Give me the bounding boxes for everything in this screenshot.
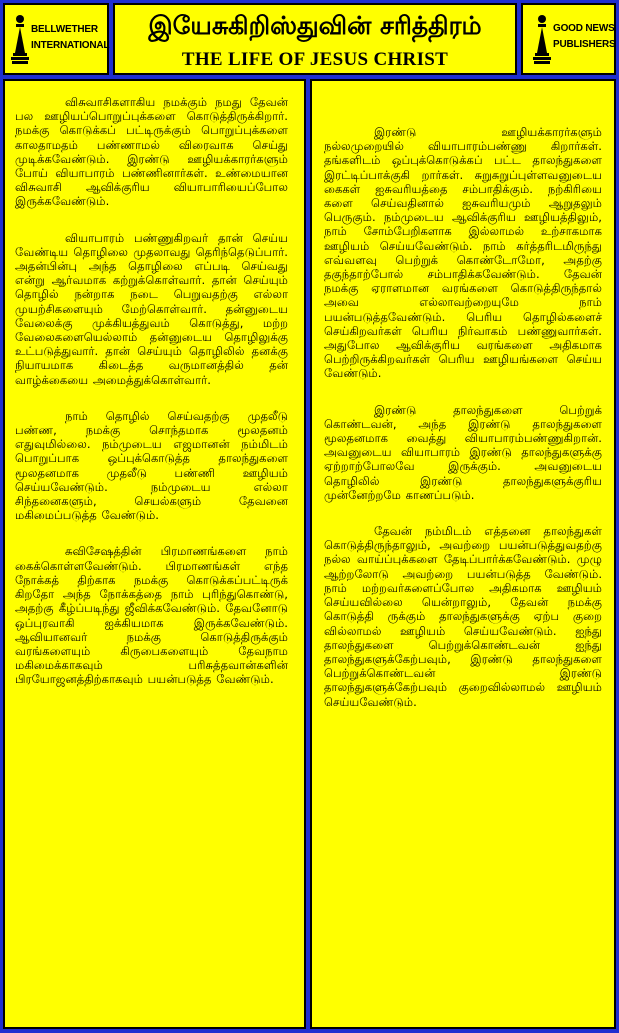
logo-line-1: GOOD NEWS: [553, 23, 615, 34]
logo-line-1: BELLWETHER: [31, 24, 98, 35]
page-title-english: THE LIFE OF JESUS CHRIST: [181, 49, 449, 70]
good-news-publishers-logo: [521, 3, 616, 75]
paragraph: இரண்டு ஊழியக்காரர்களும் நல்லமுறையில் வியாபாரம்பண்ணு கிறார்கள். தங்களிடம் ஒப்புக்கொடுக்கப் பட்ட தாலந்துகளை இரட்டிப்பாக்குகி றார்கள். சுறுசுறுப்புள்ளவனுடைய கைகள் ஐசுவரியத்தை சம்பாதிக்கும். நற்கிரியை களை செய்வதினால் ஐசுவரியமும் ஆறுதலும் பெருகும். நம்முடைய ஆவிக்குரிய ஊழியத்திலும், நாம் சோம்பேறிகளாக இல்லாமல் உற்சாகமாக ஊழியம் செய்யவேண்டும். நாம் கர்த்தரிடமிருந்து எவ்வளவு பெற்றுக் கொண்டோமோ, அதற்கு தகுந்தாற்போல் சம்பாதிக்கவேண்டும். தேவன் நமக்கு ஏராளமான வரங்களை கொடுத்திருந்தால் அவை எல்லாவற்றையுமே நாம் பயன்படுத்தவேண்டும். பெரிய தொழில்களைச் செய்கிறவர்கள் பெரிய நிர்வாகம் பண்ணுவார்கள். அதுபோல ஆவிக்குரிய வரங்களை அதிகமாக பெற்றிருக்கிறவர்கள் பெரிய ஊழியங்களை செய்ய வேண்டும்.: [324, 125, 602, 381]
title-banner: [113, 3, 517, 75]
right-column: [310, 79, 616, 1029]
bellwether-logo: [3, 3, 109, 75]
paragraph: சுவிசேஷத்தின் பிரமாணங்களை நாம் கைக்கொள்ளவேண்டும். பிரமாணங்கள் எந்த நோக்கத் திற்காக நமக்கு கொடுக்கப்பட்டிருக் கிறதோ அந்த நோக்கத்தை நாம் புரிந்துகொண்டு, அதற்கு கீழ்ப்படிந்து ஜீவிக்கவேண்டும். தேவனோடு ஒப்புரவாகி ஐக்கியமாக இருக்கவேண்டும். ஆவியானவர் நமக்கு கொடுத்திருக்கும் வரங்களையும் கிருபைகளையும் தேவநாம மகிமைக்காகவும் பரிசுத்தவான்களின் பிரயோஜனத்திற்காகவும் பயன்படுத்த வேண்டும்.: [15, 544, 288, 687]
paragraph: நாம் தொழில் செய்வதற்கு முதலீடு பண்ண, நமக்கு சொந்தமாக மூலதனம் எதுவுமில்லை. நம்முடைய எஜமானன் நம்மிடம் பொறுப்பாக ஒப்புக்கொடுத்த தாலந்துகளை மூலதனமாக முதலீடு பண்ணி ஊழியம் செய்யவேண்டும். நம்முடைய எல்லா சிந்தனைகளும், செயல்களும் தேவனை மகிமைப்படுத்த வேண்டும்.: [15, 408, 288, 523]
paragraph: தேவன் நம்மிடம் எத்தனை தாலந்துகள் கொடுத்திருந்தாலும், அவற்றை பயன்படுத்துவதற்கு நல்ல வாய்ப்புக்களை தேடிப்பார்க்கவேண்டும். முழு ஆற்றலோடு அவற்றை பயன்படுத்த வேண்டும். நாம் மற்றவர்களைப்போல அதிகமாக ஊழியம் செய்யவில்லை யென்றாலும், தேவன் நமக்கு கொடுத்தி ருக்கும் தாலந்துகளுக்கு ஏற்ப குறை வில்லாமல் ஊழியம் செய்யவேண்டும். ஐந்து தாலந்துகளை பெற்றுக்கொண்டவன் ஐந்து தாலந்துகளுக்கேற்பவும், இரண்டு தாலந்துகளை பெற்றுக்கொண்டவன் இரண்டு தாலந்துகளுக்கேற்பவும் குறைவில்லாமல் ஊழியம் செய்யவேண்டும்.: [324, 524, 602, 709]
page-title-tamil: இயேசுகிறிஸ்துவின் சரித்திரம்: [148, 11, 482, 40]
paragraph: இரண்டு தாலந்துகளை பெற்றுக் கொண்டவன், அந்த இரண்டு தாலந்துகளை மூலதனமாக வைத்து வியாபாரம்பண்ணுகிறான். அவனுடைய வியாபாரம் இரண்டு தாலந்துகளுக்கு ஏற்றாற்போலவே இருக்கும். அவனுடைய தொழிலில் இரண்டு தாலந்துகளுக்குரிய முன்னேற்றமே காணப்படும்.: [324, 402, 602, 502]
logo-line-2: INTERNATIONAL: [31, 40, 110, 51]
left-column: [3, 79, 306, 1029]
logo-line-2: PUBLISHERS: [553, 39, 616, 50]
lamp-figure-icon: [533, 13, 551, 65]
lamp-figure-icon: [11, 13, 29, 65]
paragraph: விசுவாசிகளாகிய நமக்கும் நமது தேவன் பல ஊழியப்பொறுப்புக்களை கொடுத்திருக்கிறார். நமக்கு கொடுக்கப் பட்டிருக்கும் பொறுப்புக்களை காலதாமதம் பண்ணாமல் விரைவாக செய்து முடிக்கவேண்டும். இரண்டு ஊழியக்காரர்களும் போய் வியாபாரம் பண்ணினார்கள். உண்மையான விசுவாசி ஆவிக்குரிய வியாபாரியைப்போல இருக்கவேண்டும்.: [15, 95, 288, 209]
paragraph: வியாபாரம் பண்ணுகிறவர் தான் செய்ய வேண்டிய தொழிலை முதலாவது தெரிந்தெடுப்பார். அதன்பின்பு அந்த தொழிலை எப்படி செய்வது என்று ஆர்வமாக கற்றுக்கொள்வார். தான் செய்யும் தொழில் நன்றாக நடை பெறுவதற்கு எல்லா முயற்சிகளையும் மேற்கொள்வார். தன்னுடைய வேலைக்கு முக்கியத்துவம் கொடுத்து, மற்ற வேலைகளையெல்லாம் தன்னுடைய தொழிலுக்கு உட்படுத்துவார். தான் செய்யும் தொழிலில் தனக்கு நியாயமாக கிடைத்த வருமானத்தில் தன் வாழ்க்கையை அமைத்துக்கொள்வார்.: [15, 230, 288, 387]
